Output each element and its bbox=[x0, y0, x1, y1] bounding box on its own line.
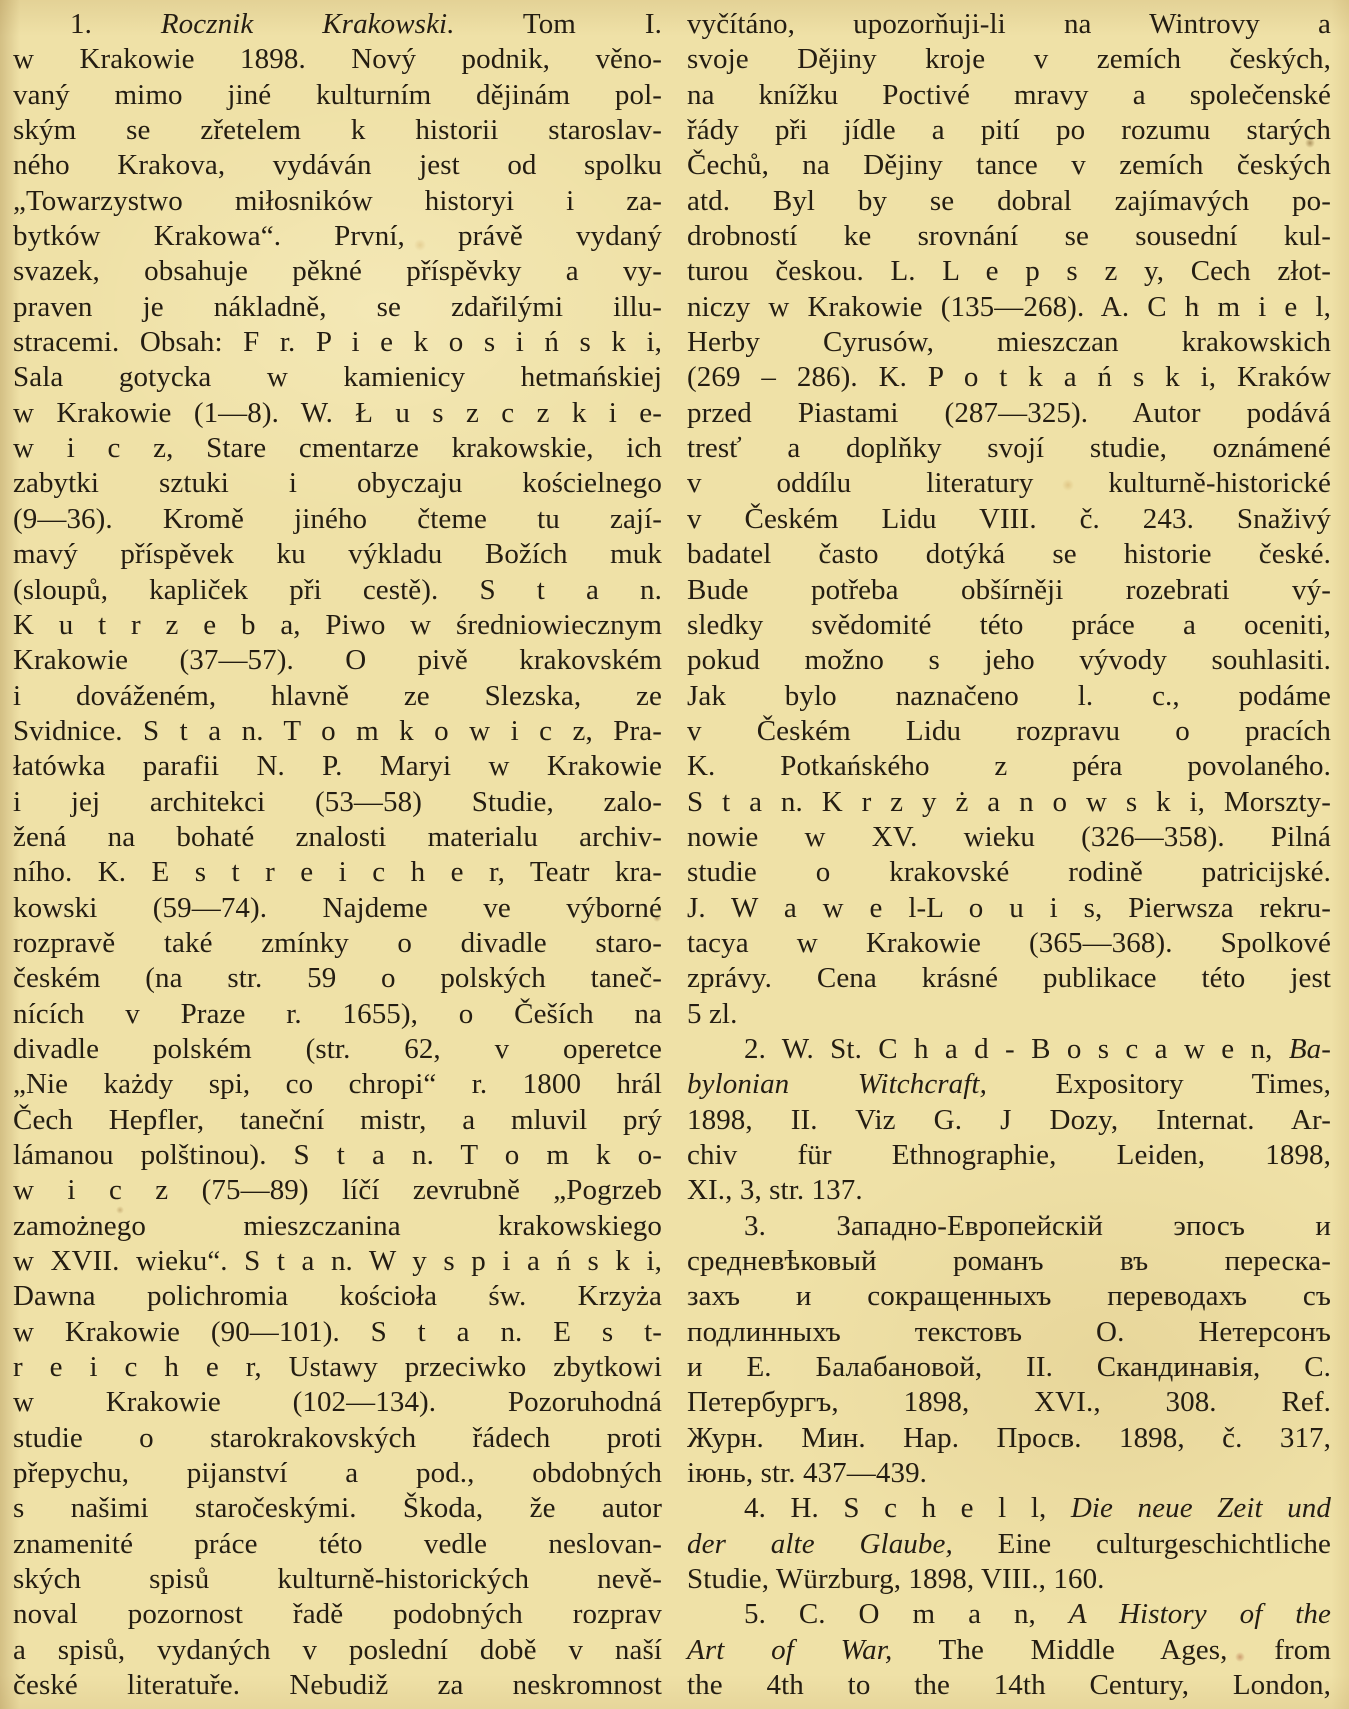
text-segment: Krakowie (37—57). O pivě krakovském bbox=[13, 644, 662, 677]
text-segment: w i c z (75—89) líčí zevrubně „Pogrzeb bbox=[13, 1174, 662, 1207]
text-line bbox=[687, 926, 1331, 961]
text-line bbox=[687, 1633, 1331, 1668]
text-segment: nících v Praze r. 1655), o Češích na bbox=[13, 997, 662, 1030]
text-line bbox=[687, 820, 1331, 855]
text-segment: S t a n. K r z y ż a n o w s k i, Morszty- bbox=[687, 785, 1331, 818]
text-column-left bbox=[13, 7, 662, 1704]
text-segment: řády při jídle a pití po rozumu starých bbox=[687, 114, 1331, 147]
text-line bbox=[687, 325, 1331, 360]
text-line bbox=[687, 537, 1331, 572]
text-segment: (269 – 286). K. P o t k a ń s k i, Kraków bbox=[687, 361, 1331, 394]
text-segment: подлинныхъ текстовъ О. Нетерсонъ bbox=[687, 1315, 1331, 1348]
text-line bbox=[687, 891, 1331, 926]
text-line bbox=[687, 360, 1331, 395]
text-segment: rozpravě také zmínky o divadle staro- bbox=[13, 926, 662, 959]
text-segment: w Krakowie (102—134). Pozoruhodná bbox=[13, 1386, 662, 1419]
text-line bbox=[687, 1491, 1331, 1526]
italic-text-segment: bylonian Witchcraft, bbox=[687, 1068, 987, 1101]
text-segment: ských spisů kulturně-historických nevě- bbox=[13, 1563, 662, 1596]
text-line bbox=[13, 1562, 662, 1597]
text-line bbox=[687, 42, 1331, 77]
text-segment: 3. Западно-Европейскій эпосъ и bbox=[744, 1209, 1331, 1242]
text-line bbox=[13, 1491, 662, 1526]
text-line bbox=[13, 1279, 662, 1314]
text-segment: pokud možno s jeho vývody souhlasiti. bbox=[687, 644, 1331, 677]
text-segment: Jak bylo naznačeno l. c., podáme bbox=[687, 679, 1331, 712]
text-segment: Bude potřeba obšírněji rozebrati vý- bbox=[687, 573, 1331, 606]
text-segment: studie o krakovské rodině patricijské. bbox=[687, 856, 1331, 889]
text-segment: niczy w Krakowie (135—268). A. C h m i e l, bbox=[687, 290, 1331, 323]
italic-text-segment: der alte Glaube, bbox=[687, 1527, 953, 1560]
text-line bbox=[13, 820, 662, 855]
text-column-right bbox=[687, 7, 1331, 1704]
text-segment: divadle polském (str. 62, v operetce bbox=[13, 1032, 662, 1065]
text-line bbox=[687, 1279, 1331, 1314]
text-line bbox=[687, 1138, 1331, 1173]
italic-text-segment: Ba- bbox=[1288, 1032, 1331, 1065]
text-line bbox=[13, 891, 662, 926]
text-segment: v Českém Lidu rozpravu o pracích bbox=[687, 714, 1331, 747]
text-segment: i dováženém, hlavně ze Slezska, ze bbox=[13, 679, 662, 712]
text-line bbox=[687, 961, 1331, 996]
text-line bbox=[13, 1385, 662, 1420]
text-segment: 5 zl. bbox=[687, 997, 738, 1030]
text-line bbox=[13, 431, 662, 466]
text-line bbox=[687, 785, 1331, 820]
text-line bbox=[13, 1067, 662, 1102]
text-line bbox=[687, 1067, 1331, 1102]
text-segment: захъ и сокращенныхъ переводахъ съ bbox=[687, 1280, 1331, 1313]
text-segment: bytków Krakowa“. První, právě vydaný bbox=[13, 220, 662, 253]
text-segment: іюнь, str. 437—439. bbox=[687, 1457, 928, 1490]
text-line bbox=[13, 1138, 662, 1173]
text-segment: zamożnego mieszczanina krakowskiego bbox=[13, 1209, 662, 1242]
text-segment: stracemi. Obsah: F r. P i e k o s i ń s k i, bbox=[13, 326, 662, 359]
text-line bbox=[13, 254, 662, 289]
text-line bbox=[687, 679, 1331, 714]
text-segment: „Towarzystwo miłosników historyi i za- bbox=[13, 184, 662, 217]
text-line bbox=[687, 855, 1331, 890]
text-line bbox=[13, 1421, 662, 1456]
text-segment: tacya w Krakowie (365—368). Spolkové bbox=[687, 926, 1331, 959]
text-line bbox=[13, 537, 662, 572]
italic-text-segment: Rocznik Krakowski. bbox=[160, 8, 455, 40]
text-line bbox=[687, 1350, 1331, 1385]
text-line bbox=[687, 502, 1331, 537]
text-line bbox=[13, 1315, 662, 1350]
text-line bbox=[687, 219, 1331, 254]
text-line bbox=[13, 749, 662, 784]
text-segment: „Nie każdy spi, co chropi“ r. 1800 hrál bbox=[13, 1068, 662, 1101]
text-segment: kowski (59—74). Najdeme ve výborné bbox=[13, 891, 662, 924]
text-segment: nowie w XV. wieku (326—358). Pilná bbox=[687, 820, 1331, 853]
italic-text-segment: A History of the bbox=[1068, 1598, 1332, 1631]
text-line bbox=[13, 1456, 662, 1491]
text-segment: chiv für Ethnographie, Leiden, 1898, bbox=[687, 1139, 1331, 1171]
text-line bbox=[687, 1562, 1331, 1597]
text-segment: atd. Byl by se dobral zajímavých po- bbox=[687, 184, 1331, 217]
text-segment: 4. H. S c h e l l, bbox=[744, 1492, 1071, 1525]
text-line bbox=[13, 1173, 662, 1208]
text-line bbox=[687, 290, 1331, 325]
text-segment: и Е. Балабановой, II. Скандинавія, С. bbox=[687, 1351, 1331, 1384]
text-line bbox=[13, 466, 662, 501]
text-line bbox=[687, 573, 1331, 608]
text-line bbox=[13, 573, 662, 608]
text-segment: zprávy. Cena krásné publikace této jest bbox=[687, 962, 1331, 995]
text-segment: na knížku Poctivé mravy a společenské bbox=[687, 78, 1331, 111]
text-line bbox=[13, 679, 662, 714]
text-segment: českém (na str. 59 o polských taneč- bbox=[13, 962, 662, 995]
text-line bbox=[13, 113, 662, 148]
text-line bbox=[687, 254, 1331, 289]
text-line bbox=[687, 148, 1331, 183]
text-line bbox=[13, 78, 662, 113]
text-line bbox=[13, 360, 662, 395]
text-line bbox=[13, 1244, 662, 1279]
text-segment: i jej architekci (53—58) Studie, zalo- bbox=[13, 785, 662, 818]
text-segment: Dawna polichromia kościoła św. Krzyża bbox=[13, 1280, 662, 1313]
text-line bbox=[13, 502, 662, 537]
text-segment: Svidnice. S t a n. T o m k o w i c z, Pra- bbox=[13, 714, 662, 747]
text-segment: vyčítáno, upozorňuji-li na Wintrovy a bbox=[687, 8, 1331, 40]
text-segment: sledky svědomité této práce a oceniti, bbox=[687, 608, 1331, 641]
text-segment: svoje Dějiny kroje v zemích českých, bbox=[687, 43, 1331, 76]
text-segment: w Krakowie (90—101). S t a n. E s t- bbox=[13, 1315, 662, 1348]
text-line bbox=[13, 785, 662, 820]
text-line bbox=[687, 7, 1331, 42]
italic-text-segment: Die neue Zeit und bbox=[1070, 1492, 1331, 1525]
text-segment: The Middle Ages, from bbox=[892, 1633, 1332, 1666]
text-segment: turou českou. L. L e p s z y, Cech złot- bbox=[687, 255, 1331, 288]
text-segment: w XVII. wieku“. S t a n. W y s p i a ń s k i, bbox=[13, 1245, 662, 1278]
text-line bbox=[687, 396, 1331, 431]
text-line bbox=[687, 431, 1331, 466]
text-segment: przed Piastami (287—325). Autor podává bbox=[687, 396, 1331, 429]
text-segment: Herby Cyrusów, mieszczan krakowskich bbox=[687, 326, 1331, 359]
text-segment: ního. K. E s t r e i c h e r, Teatr kra- bbox=[13, 856, 662, 889]
text-segment: K u t r z e b a, Piwo w średniowiecznym bbox=[13, 608, 662, 641]
text-line bbox=[687, 1668, 1331, 1703]
text-line bbox=[13, 926, 662, 961]
text-line bbox=[13, 1597, 662, 1632]
text-line bbox=[687, 1209, 1331, 1244]
text-segment: (sloupů, kapliček při cestě). S t a n. bbox=[13, 573, 662, 606]
text-segment: XI., 3, str. 137. bbox=[687, 1174, 863, 1207]
text-segment: badatel často dotýká se historie české. bbox=[687, 538, 1331, 571]
text-line bbox=[13, 1633, 662, 1668]
text-line bbox=[13, 325, 662, 360]
text-segment: přepychu, pijanství a pod., obdobných bbox=[13, 1457, 662, 1490]
text-line bbox=[687, 1527, 1331, 1562]
text-line bbox=[13, 7, 662, 42]
text-segment: lámanou polštinou). S t a n. T o m k o- bbox=[13, 1139, 662, 1171]
text-line bbox=[13, 714, 662, 749]
text-segment: mavý příspěvek ku výkladu Božích muk bbox=[13, 538, 662, 571]
text-segment: ským se zřetelem k historii staroslav- bbox=[13, 114, 662, 147]
text-line bbox=[13, 290, 662, 325]
text-line bbox=[687, 749, 1331, 784]
text-line bbox=[13, 184, 662, 219]
text-line bbox=[687, 608, 1331, 643]
text-segment: Sala gotycka w kamienicy hetmańskiej bbox=[13, 361, 662, 394]
text-line bbox=[13, 148, 662, 183]
text-line bbox=[13, 1350, 662, 1385]
text-segment: 1898, II. Viz G. J Dozy, Internat. Ar- bbox=[687, 1103, 1331, 1136]
text-line bbox=[13, 997, 662, 1032]
text-line bbox=[687, 1456, 1331, 1491]
text-line bbox=[687, 1421, 1331, 1456]
text-segment: s našimi staročeskými. Škoda, že autor bbox=[13, 1492, 662, 1525]
text-segment: w Krakowie (1—8). W. Ł u s z c z k i e- bbox=[13, 396, 662, 429]
text-segment: svazek, obsahuje pěkné příspěvky a vy- bbox=[13, 255, 662, 288]
text-segment: łatówka parafii N. P. Maryi w Krakowie bbox=[13, 750, 662, 783]
text-segment: w Krakowie 1898. Nový podnik, věno- bbox=[13, 43, 662, 76]
text-line bbox=[687, 1385, 1331, 1420]
text-segment: praven je nákladně, se zdařilými illu- bbox=[13, 290, 662, 323]
text-segment: české literatuře. Nebudiž za neskromnost bbox=[13, 1669, 662, 1702]
text-line bbox=[687, 466, 1331, 501]
text-segment: r e i c h e r, Ustawy przeciwko zbytkowi bbox=[13, 1351, 662, 1384]
text-segment: a spisů, vydaných v poslední době v naší bbox=[13, 1633, 662, 1666]
text-line bbox=[13, 1527, 662, 1562]
text-line bbox=[687, 1244, 1331, 1279]
text-segment: Čechů, na Dějiny tance v zemích českých bbox=[687, 149, 1331, 182]
text-segment: 5. C. O m a n, bbox=[744, 1598, 1069, 1631]
text-segment: Eine culturgeschichtliche bbox=[952, 1527, 1331, 1560]
text-segment: Studie, Würzburg, 1898, VIII., 160. bbox=[687, 1563, 1105, 1596]
text-segment: zabytki sztuki i obyczaju kościelnego bbox=[13, 467, 662, 500]
text-segment: vaný mimo jiné kulturním dějinám pol- bbox=[13, 78, 662, 111]
text-segment: žená na bohaté znalosti materialu archiv- bbox=[13, 820, 662, 853]
text-segment: Tom I. bbox=[454, 8, 662, 40]
text-segment: Čech Hepfler, taneční mistr, a mluvil prý bbox=[13, 1103, 662, 1136]
text-line bbox=[13, 219, 662, 254]
text-segment: drobností ke srovnání se sousední kul- bbox=[687, 220, 1331, 253]
text-line bbox=[13, 608, 662, 643]
text-segment: noval pozornost řadě podobných rozprav bbox=[13, 1598, 662, 1631]
text-line bbox=[13, 1668, 662, 1703]
text-line bbox=[687, 997, 1331, 1032]
text-segment: средневѣковый романъ въ переска- bbox=[687, 1245, 1331, 1278]
text-segment: znamenité práce této vedle neslovan- bbox=[13, 1527, 662, 1560]
text-segment: Expository Times, bbox=[986, 1068, 1331, 1101]
text-line bbox=[13, 396, 662, 431]
text-line bbox=[687, 113, 1331, 148]
text-line bbox=[13, 1209, 662, 1244]
text-segment: Журн. Мин. Нар. Просв. 1898, č. 317, bbox=[687, 1421, 1331, 1454]
text-segment: K. Potkańského z péra povolaného. bbox=[687, 750, 1331, 783]
text-line bbox=[13, 855, 662, 890]
text-segment: w i c z, Stare cmentarze krakowskie, ich bbox=[13, 432, 662, 465]
text-line bbox=[687, 1173, 1331, 1208]
text-segment: tresť a doplňky svojí studie, oznámené bbox=[687, 432, 1331, 465]
text-line bbox=[13, 1103, 662, 1138]
text-line bbox=[687, 1103, 1331, 1138]
text-segment: Петербургъ, 1898, XVI., 308. Ref. bbox=[687, 1386, 1331, 1419]
italic-text-segment: Art of War, bbox=[687, 1633, 893, 1666]
text-line bbox=[687, 643, 1331, 678]
text-segment: the 4th to the 14th Century, London, bbox=[687, 1669, 1331, 1702]
text-line bbox=[13, 643, 662, 678]
text-line bbox=[13, 961, 662, 996]
text-segment: studie o starokrakovských řádech proti bbox=[13, 1421, 662, 1454]
text-line bbox=[687, 1597, 1331, 1632]
text-line bbox=[687, 1032, 1331, 1067]
text-line bbox=[687, 714, 1331, 749]
text-segment: 1. bbox=[70, 8, 161, 40]
text-segment: 2. W. St. C h a d - B o s c a w e n, bbox=[744, 1032, 1289, 1065]
text-line bbox=[13, 1032, 662, 1067]
text-segment: v oddílu literatury kulturně-historické bbox=[687, 467, 1331, 500]
text-line bbox=[687, 1315, 1331, 1350]
text-segment: J. W a w e l-L o u i s, Pierwsza rekru- bbox=[687, 891, 1331, 924]
text-segment: v Českém Lidu VIII. č. 243. Snaživý bbox=[687, 502, 1331, 535]
text-segment: (9—36). Kromě jiného čteme tu zají- bbox=[13, 502, 662, 535]
text-segment: ného Krakova, vydáván jest od spolku bbox=[13, 149, 662, 182]
text-line bbox=[687, 78, 1331, 113]
text-line bbox=[13, 42, 662, 77]
text-line bbox=[687, 184, 1331, 219]
